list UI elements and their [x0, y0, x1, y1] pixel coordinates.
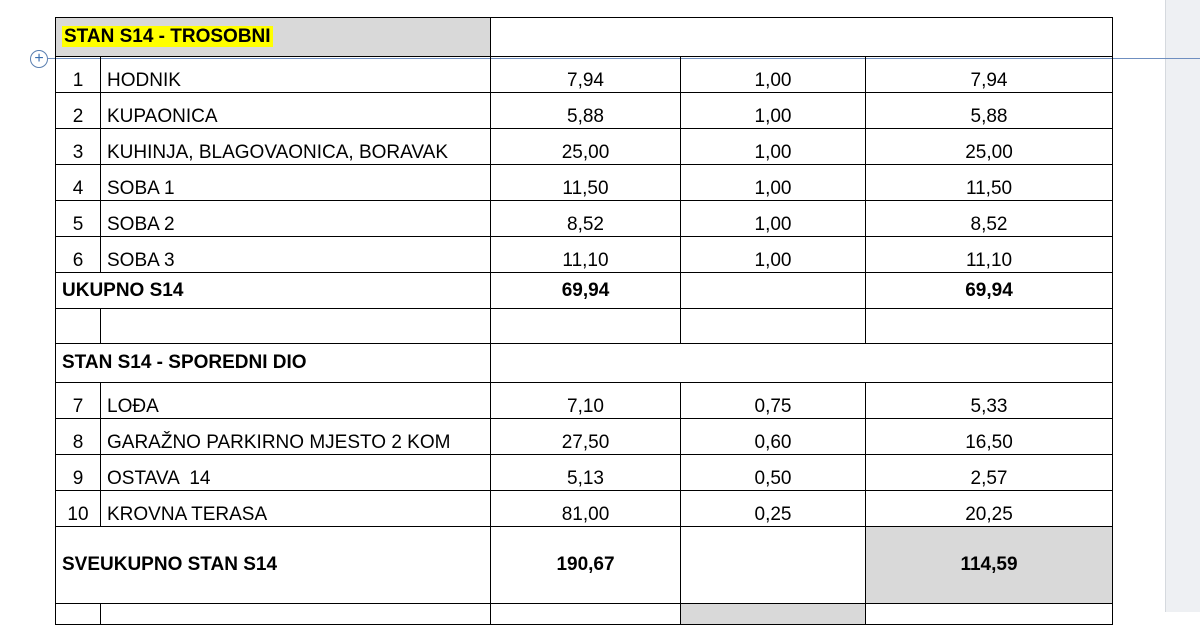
row-number: 5 — [56, 201, 101, 237]
room-area: 25,00 — [491, 129, 681, 165]
section-title: STAN S14 - SPOREDNI DIO — [56, 344, 491, 383]
room-coefficient: 0,60 — [681, 419, 866, 455]
section-header-row — [56, 344, 1113, 383]
room-total: 2,57 — [866, 455, 1113, 491]
empty-cell — [101, 604, 491, 625]
room-total: 8,52 — [866, 201, 1113, 237]
room-name: KUHINJA, BLAGOVAONICA, BORAVAK — [101, 129, 491, 165]
blank-row — [56, 309, 1113, 344]
grand-total-row — [56, 527, 1113, 604]
room-total: 16,50 — [866, 419, 1113, 455]
room-area: 81,00 — [491, 491, 681, 527]
room-total: 7,94 — [866, 57, 1113, 93]
room-area: 8,52 — [491, 201, 681, 237]
room-total: 5,88 — [866, 93, 1113, 129]
room-total: 11,50 — [866, 165, 1113, 201]
grand-total-label: SVEUKUPNO STAN S14 — [56, 527, 491, 604]
row-number: 2 — [56, 93, 101, 129]
room-total: 20,25 — [866, 491, 1113, 527]
empty-cell — [681, 309, 866, 344]
room-coefficient: 0,50 — [681, 455, 866, 491]
room-total: 5,33 — [866, 383, 1113, 419]
area-table — [55, 17, 1113, 625]
row-number: 10 — [56, 491, 101, 527]
table-row — [56, 383, 1113, 419]
room-coefficient: 1,00 — [681, 165, 866, 201]
row-number: 8 — [56, 419, 101, 455]
room-name: SOBA 2 — [101, 201, 491, 237]
empty-cell — [866, 604, 1113, 625]
empty-cell — [681, 527, 866, 604]
table-move-handle-icon[interactable]: + — [30, 50, 48, 68]
row-number: 1 — [56, 57, 101, 93]
room-area: 7,10 — [491, 383, 681, 419]
room-coefficient: 1,00 — [681, 237, 866, 273]
room-coefficient: 0,25 — [681, 491, 866, 527]
room-coefficient: 1,00 — [681, 129, 866, 165]
room-coefficient: 1,00 — [681, 57, 866, 93]
empty-cell — [491, 344, 1113, 383]
grand-total-area: 190,67 — [491, 527, 681, 604]
table-row — [56, 201, 1113, 237]
section-header-row — [56, 18, 1113, 57]
room-name: OSTAVA 14 — [101, 455, 491, 491]
room-name: HODNIK — [101, 57, 491, 93]
row-number: 9 — [56, 455, 101, 491]
table-row — [56, 419, 1113, 455]
room-area: 5,13 — [491, 455, 681, 491]
room-coefficient: 1,00 — [681, 201, 866, 237]
table-row — [56, 455, 1113, 491]
room-coefficient: 0,75 — [681, 383, 866, 419]
table-row — [56, 491, 1113, 527]
room-area: 27,50 — [491, 419, 681, 455]
empty-cell — [491, 604, 681, 625]
room-name: KROVNA TERASA — [101, 491, 491, 527]
empty-cell — [56, 309, 101, 344]
section-title-cell — [56, 18, 491, 57]
grand-total-total: 114,59 — [866, 527, 1113, 604]
empty-cell — [101, 309, 491, 344]
row-number: 7 — [56, 383, 101, 419]
section-title: STAN S14 - TROSOBNI — [64, 26, 271, 47]
empty-cell — [56, 604, 101, 625]
row-number: 3 — [56, 129, 101, 165]
room-name: SOBA 1 — [101, 165, 491, 201]
empty-cell — [681, 273, 866, 309]
subtotal-label: UKUPNO S14 — [56, 273, 491, 309]
document-side-panel — [1165, 0, 1200, 612]
room-area: 5,88 — [491, 93, 681, 129]
room-area: 11,50 — [491, 165, 681, 201]
subtotal-total: 69,94 — [866, 273, 1113, 309]
room-total: 25,00 — [866, 129, 1113, 165]
room-total: 11,10 — [866, 237, 1113, 273]
room-name: SOBA 3 — [101, 237, 491, 273]
room-coefficient: 1,00 — [681, 93, 866, 129]
blank-row — [56, 604, 1113, 625]
row-number: 6 — [56, 237, 101, 273]
room-area: 7,94 — [491, 57, 681, 93]
table-row — [56, 129, 1113, 165]
subtotal-row — [56, 273, 1113, 309]
empty-cell — [866, 309, 1113, 344]
room-name: GARAŽNO PARKIRNO MJESTO 2 KOM — [101, 419, 491, 455]
empty-cell — [681, 604, 866, 625]
table-row — [56, 237, 1113, 273]
room-name: KUPAONICA — [101, 93, 491, 129]
row-number: 4 — [56, 165, 101, 201]
room-name: LOĐA — [101, 383, 491, 419]
table-row — [56, 93, 1113, 129]
empty-cell — [491, 309, 681, 344]
empty-cell — [491, 18, 1113, 57]
subtotal-area: 69,94 — [491, 273, 681, 309]
table-row — [56, 57, 1113, 93]
table-row — [56, 165, 1113, 201]
room-area: 11,10 — [491, 237, 681, 273]
